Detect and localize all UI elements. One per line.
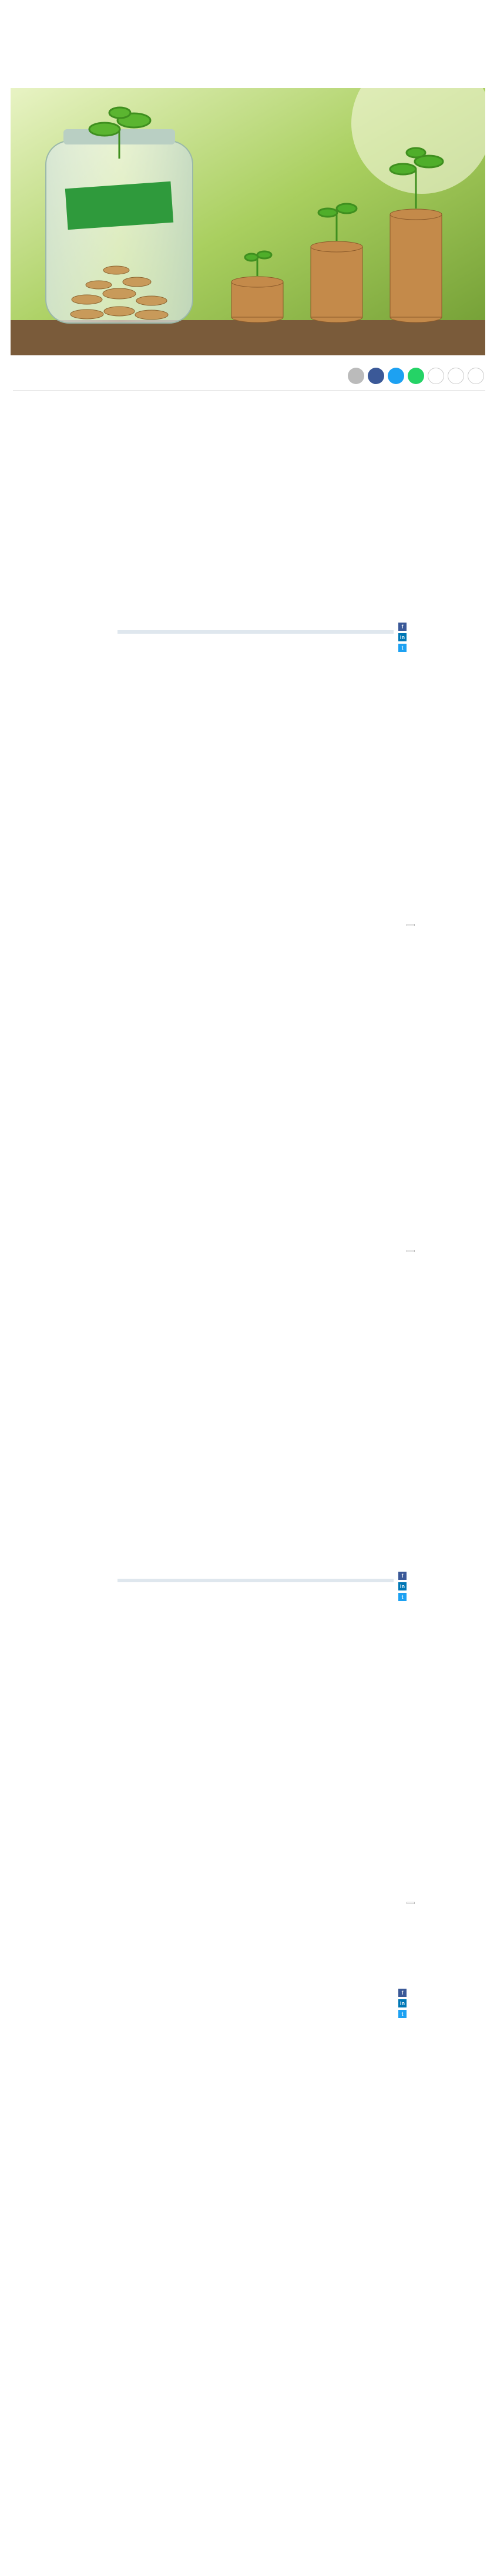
linkedin-icon[interactable]: in bbox=[398, 1582, 407, 1590]
facebook-icon[interactable]: f bbox=[398, 1989, 407, 1997]
twitter-icon[interactable]: t bbox=[398, 644, 407, 652]
hero-image bbox=[11, 88, 485, 355]
chart-institucionalidad bbox=[117, 1991, 394, 2071]
linkedin-icon[interactable]: in bbox=[398, 633, 407, 641]
print-icon[interactable] bbox=[468, 368, 484, 384]
linkedin-icon[interactable]: in bbox=[398, 1999, 407, 2007]
data-table bbox=[117, 1579, 394, 1582]
facebook-icon[interactable]: f bbox=[398, 1572, 407, 1580]
data-table bbox=[117, 630, 394, 634]
col-header bbox=[117, 630, 187, 634]
col-header bbox=[187, 630, 256, 634]
twitter-icon[interactable] bbox=[388, 368, 404, 384]
copy-link-icon[interactable] bbox=[348, 368, 364, 384]
chart-share bbox=[398, 1989, 408, 2020]
font-decrease-button[interactable] bbox=[448, 368, 464, 384]
mid-body bbox=[117, 1783, 399, 1791]
intro-body bbox=[117, 411, 399, 419]
table-share bbox=[398, 1572, 408, 1603]
bar-chart bbox=[117, 1996, 394, 2066]
subir-button[interactable] bbox=[407, 1902, 415, 1904]
facebook-icon[interactable] bbox=[368, 368, 384, 384]
subir-button[interactable] bbox=[407, 1250, 415, 1252]
twitter-icon[interactable]: t bbox=[398, 1593, 407, 1601]
col-header bbox=[256, 1579, 325, 1582]
divider bbox=[13, 390, 485, 391]
col-header bbox=[117, 1579, 187, 1582]
alzas-body bbox=[117, 1274, 399, 1283]
facebook-icon[interactable]: f bbox=[398, 623, 407, 631]
closing-body bbox=[117, 2129, 399, 2137]
whatsapp-icon[interactable] bbox=[408, 368, 424, 384]
table-verde-medio-ambiente bbox=[117, 625, 394, 638]
table-share bbox=[398, 623, 408, 654]
table-verde-agricultura bbox=[117, 1574, 394, 1587]
share-toolbar bbox=[348, 368, 484, 384]
col-header bbox=[325, 630, 394, 634]
twitter-icon[interactable]: t bbox=[398, 2010, 407, 2018]
subir-button[interactable] bbox=[407, 924, 415, 926]
col-header bbox=[256, 630, 325, 634]
col-header bbox=[187, 1579, 256, 1582]
ponderando-body bbox=[117, 949, 399, 957]
font-increase-button[interactable] bbox=[428, 368, 444, 384]
col-header bbox=[325, 1579, 394, 1582]
institucional-body bbox=[117, 1926, 399, 1935]
